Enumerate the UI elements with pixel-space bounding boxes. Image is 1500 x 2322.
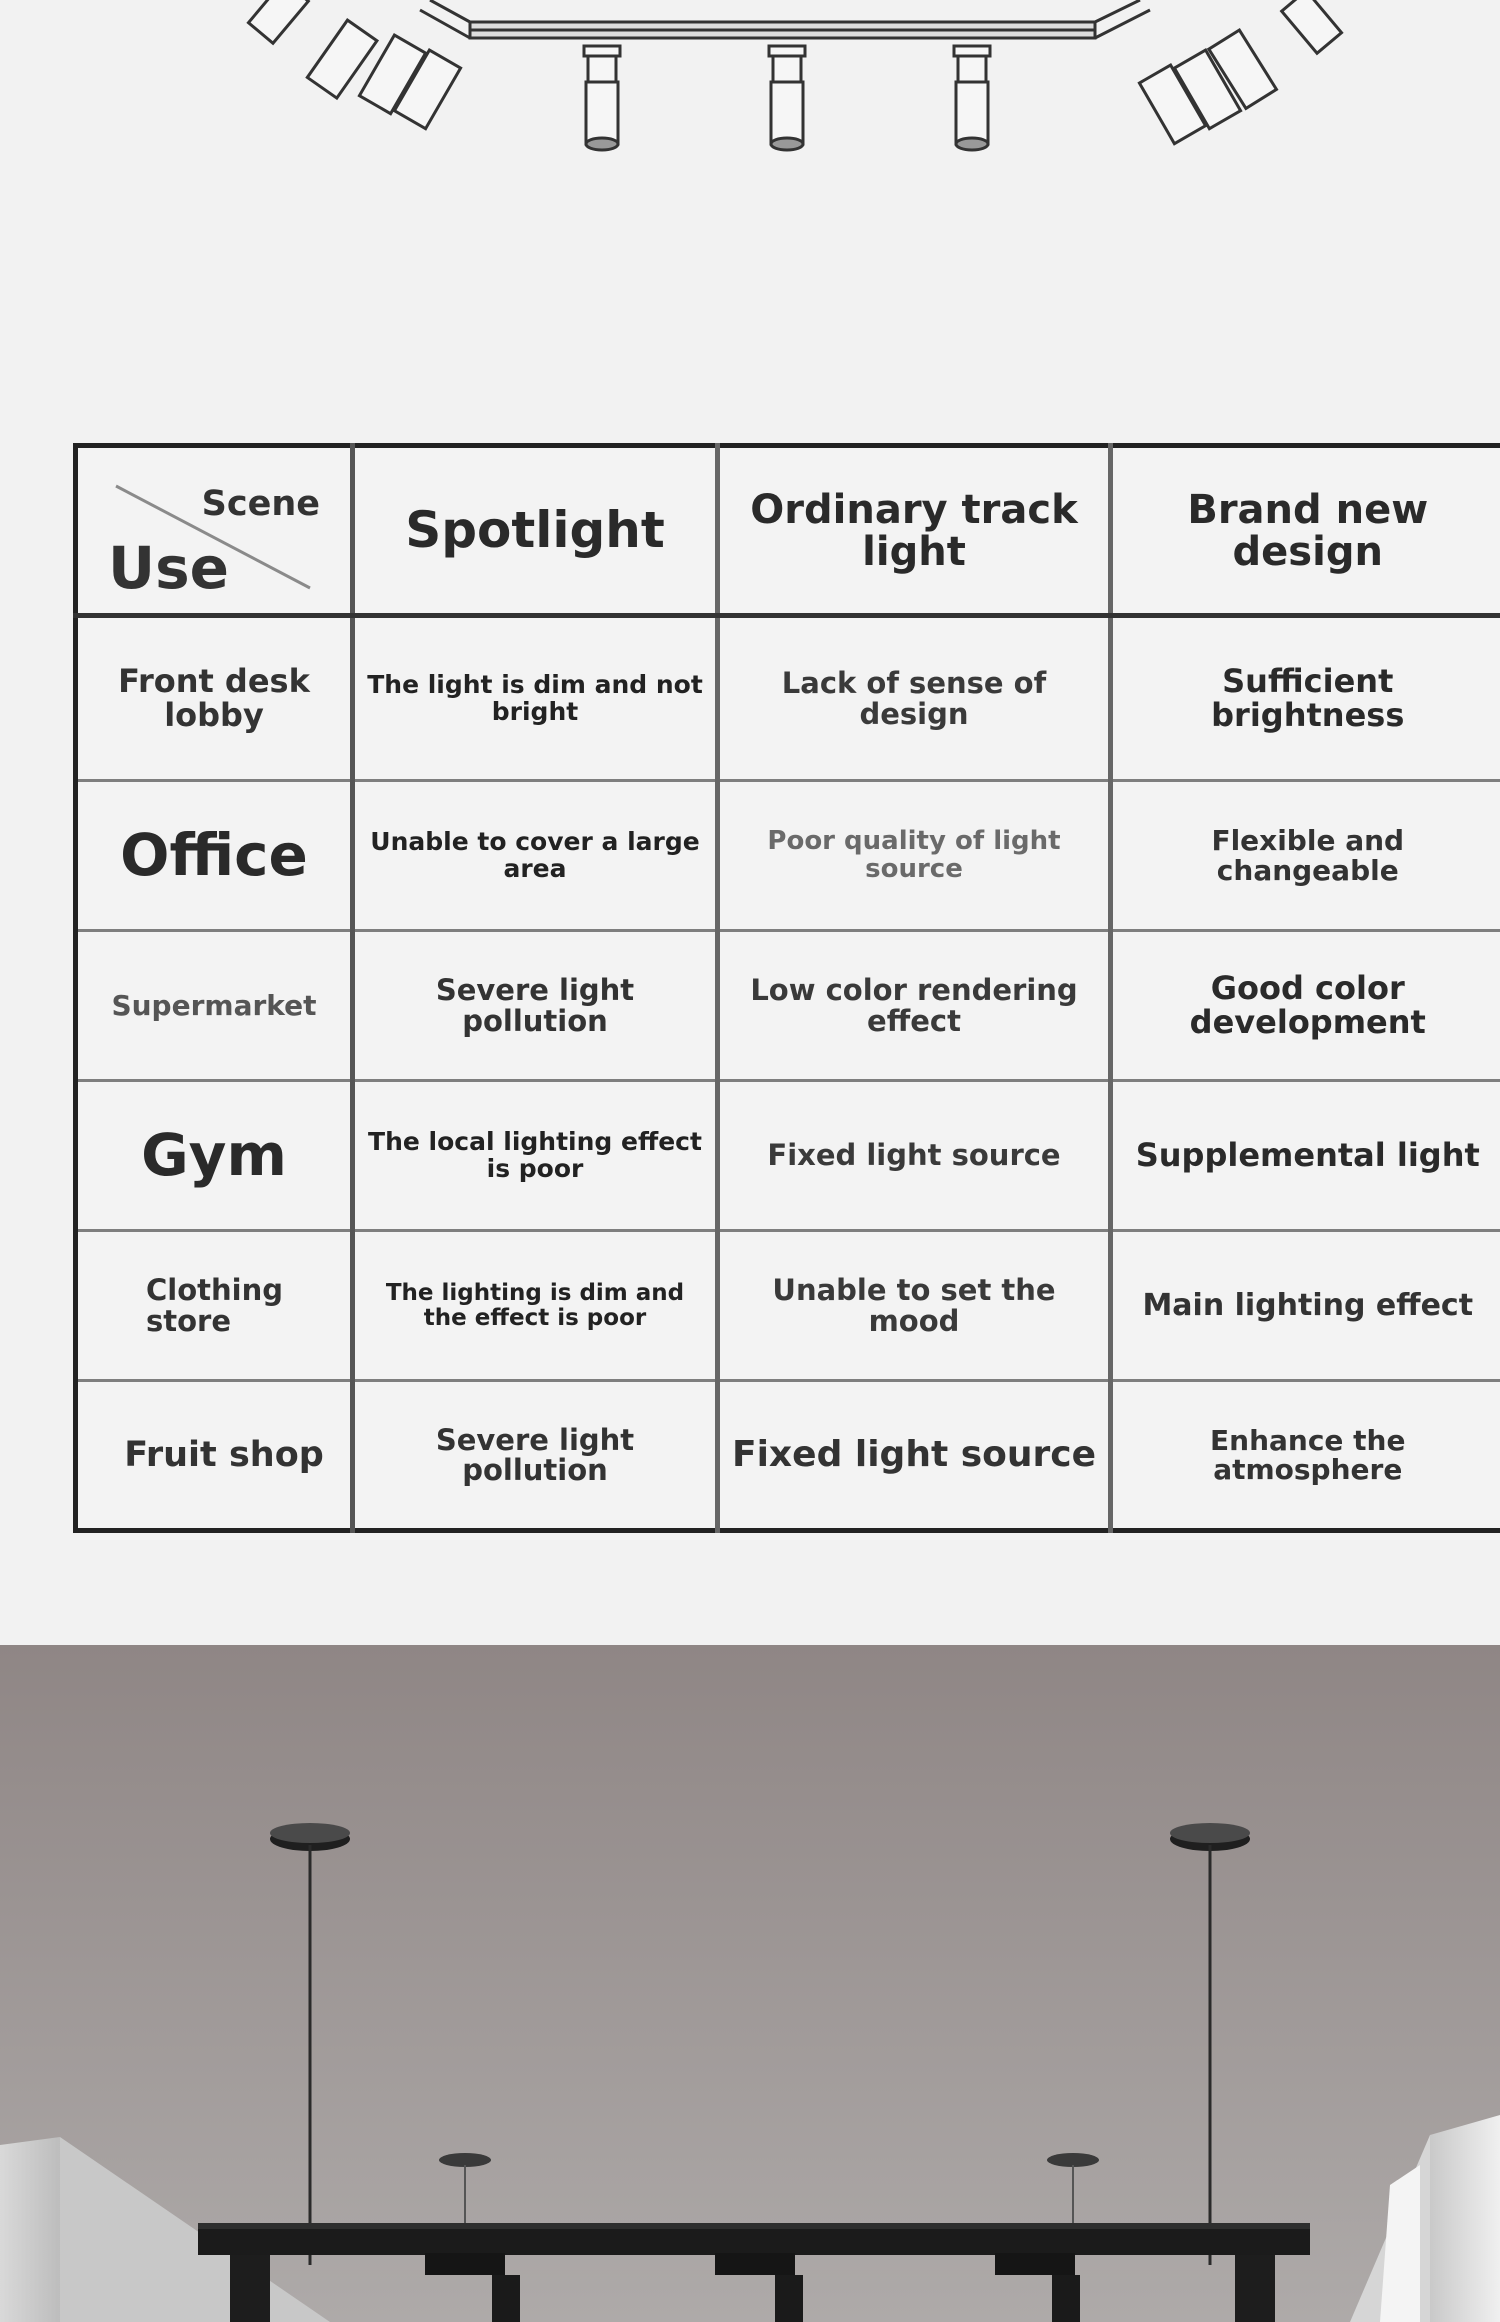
- spotlight-cell: The local lighting effect is poor: [353, 1081, 718, 1231]
- table-row: [76, 1381, 1500, 1531]
- spotlight-cell: The light is dim and not bright: [353, 616, 718, 781]
- new-design-cell: Good color development: [1111, 931, 1500, 1081]
- comparison-table: [73, 443, 1500, 1533]
- spotlight-cell: Unable to cover a large area: [353, 781, 718, 931]
- track-light-cell: Unable to set the mood: [718, 1231, 1111, 1381]
- scene-cell: Supermarket: [76, 931, 353, 1081]
- track-light-cell: Poor quality of light source: [718, 781, 1111, 931]
- scene-cell: Clothing store: [76, 1231, 353, 1381]
- track-light-cell: Low color rendering effect: [718, 931, 1111, 1081]
- table-row: [76, 1231, 1500, 1381]
- track-light-cell: Fixed light source: [718, 1381, 1111, 1531]
- column-header-track-light: Ordinary track light: [718, 446, 1111, 616]
- table-row: [76, 616, 1500, 781]
- column-header-spotlight: Spotlight: [353, 446, 718, 616]
- new-design-cell: Supplemental light: [1111, 1081, 1500, 1231]
- table-row: [76, 781, 1500, 931]
- new-design-cell: Main lighting effect: [1111, 1231, 1500, 1381]
- table-row: [76, 1081, 1500, 1231]
- room-lighting-photo: [0, 1645, 1500, 2322]
- scene-cell: Gym: [76, 1081, 353, 1231]
- spotlight-cell: Severe light pollution: [353, 931, 718, 1081]
- new-design-cell: Sufficient brightness: [1111, 616, 1500, 781]
- table-header-row: [76, 446, 1500, 616]
- column-header-new-design: Brand new design: [1111, 446, 1500, 616]
- scene-cell: Office: [76, 781, 353, 931]
- corner-use-label: Use: [108, 534, 229, 603]
- spotlight-cell: The lighting is dim and the effect is poor: [353, 1231, 718, 1381]
- scene-cell: Front desk lobby: [76, 616, 353, 781]
- scene-cell: Fruit shop: [76, 1381, 353, 1531]
- new-design-cell: Flexible and changeable: [1111, 781, 1500, 931]
- new-design-cell: Enhance the atmosphere: [1111, 1381, 1500, 1531]
- spotlight-cell: Severe light pollution: [353, 1381, 718, 1531]
- track-light-cell: Lack of sense of design: [718, 616, 1111, 781]
- table-row: [76, 931, 1500, 1081]
- corner-header-cell: [76, 446, 353, 616]
- track-light-cell: Fixed light source: [718, 1081, 1111, 1231]
- track-light-illustration: [0, 0, 1500, 175]
- corner-scene-label: Scene: [201, 484, 320, 524]
